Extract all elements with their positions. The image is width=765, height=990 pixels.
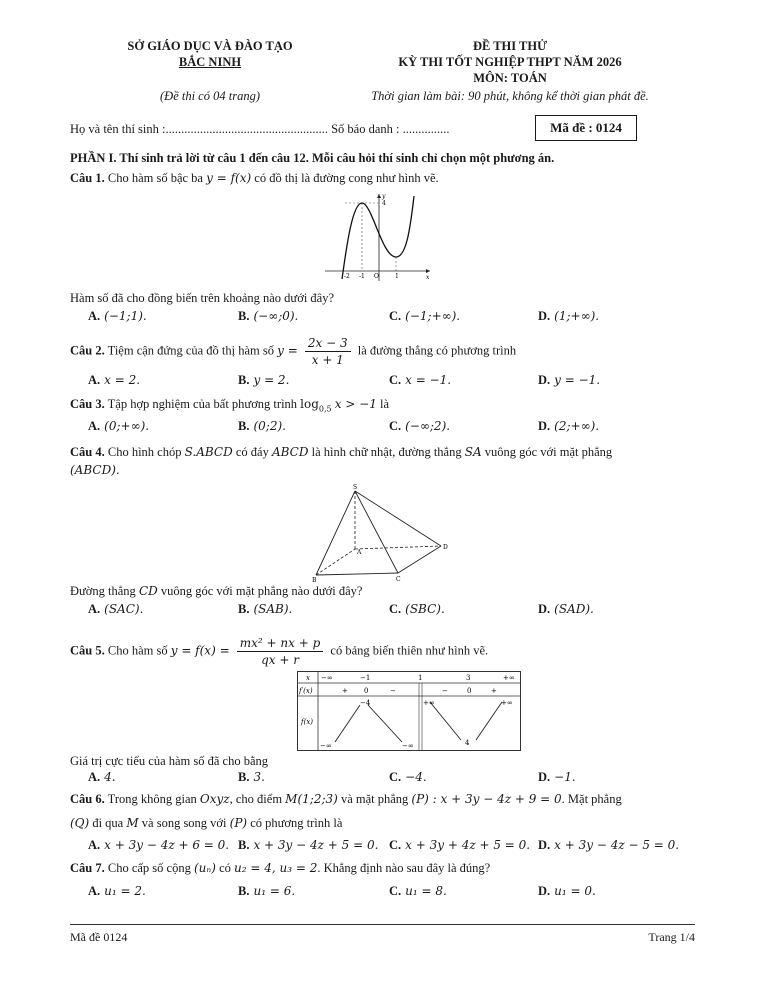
q1-option-d[interactable]: D. (1;+∞). [538, 309, 600, 323]
q3-option-b[interactable]: B. (0;2). [238, 419, 286, 433]
footer-page-number: Trang 1/4 [648, 930, 695, 944]
tick-label-4: 4 [382, 200, 386, 207]
question-1-label: Câu 1. [70, 171, 105, 185]
question-5-label: Câu 5. [70, 643, 105, 658]
question-6-text-5: đi qua [92, 816, 124, 830]
edge-bc [316, 573, 398, 575]
f-pos-infinity: +∞ [501, 699, 513, 707]
row-label-derivative: f′(x) [299, 687, 313, 695]
question-4-text: Cho hình chóp [107, 445, 182, 459]
question-6-text: Trong không gian [107, 792, 197, 806]
exam-subject: MÔN: TOÁN [473, 71, 547, 85]
part-one-heading: PHẦN I. Thí sinh trả lời từ câu 1 đến câu 12. Mỗi câu hỏi thí sinh chỉ chọn một phương án. [70, 151, 555, 165]
vertex-b: B [312, 577, 317, 583]
exam-time: Thời gian làm bài: 90 phút, không kể thời gian phát đề. [371, 89, 649, 103]
sign-6: + [491, 687, 497, 695]
edge-sc [355, 491, 398, 573]
origin-label: O [374, 273, 379, 280]
question-5-lhs: y = f(x) = [170, 643, 230, 658]
question-2-text: Tiệm cận đứng của đồ thị hàm số [107, 343, 275, 358]
question-4-stem [70, 445, 612, 460]
province-name: BẮC NINH [178, 55, 242, 69]
row-label-x: x [306, 674, 310, 682]
question-1-graph [322, 191, 434, 283]
sequence-name: (uₙ) [193, 861, 216, 875]
pyramid-figure [308, 483, 453, 583]
f-max-value: −4 [360, 699, 371, 707]
question-1-function: y = f(x) [206, 171, 252, 185]
question-7-text: Cho cấp số cộng [107, 861, 191, 875]
question-1-stem [70, 171, 439, 186]
question-2-lhs: y = [277, 343, 298, 358]
question-5-stem [70, 636, 488, 667]
question-6-text-7: có phương trình là [250, 816, 343, 830]
question-5-prompt: Giá trị cực tiểu của hàm số đã cho bằng [70, 754, 269, 768]
sign-2: 0 [364, 687, 369, 695]
arrow-down-2 [430, 702, 461, 740]
department-name: SỞ GIÁO DỤC VÀ ĐÀO TẠO [127, 39, 293, 53]
question-1-prompt: Hàm số đã cho đồng biến trên khoảng nào dưới đây? [70, 291, 335, 305]
question-3-stem [70, 397, 389, 414]
variation-table [297, 671, 521, 751]
q3-option-d[interactable]: D. (2;+∞). [538, 419, 600, 433]
x-one: 1 [418, 674, 423, 682]
f-neg-infinity-left: −∞ [320, 742, 332, 750]
log-symbol: log [300, 397, 319, 411]
q4-option-d[interactable]: D. (SAD). [538, 602, 594, 616]
question-3-text-end: là [380, 397, 390, 411]
q7-option-a[interactable]: A. u₁ = 2. [88, 884, 146, 898]
edge-sb [316, 491, 355, 575]
point-m-ref: M [126, 816, 139, 830]
q2-option-d[interactable]: D. y = −1. [538, 373, 601, 387]
question-4-label: Câu 4. [70, 445, 105, 459]
q7-option-b[interactable]: B. u₁ = 6. [238, 884, 296, 898]
line-cd: CD [138, 584, 158, 598]
f-neg-infinity-at-1: −∞ [402, 742, 414, 750]
x-pos-infinity: +∞ [503, 674, 515, 682]
edge-sd [355, 491, 441, 546]
question-4-prompt [70, 584, 362, 599]
question-1-text-end: có đồ thị là đường cong như hình vẽ. [254, 171, 439, 185]
log-base: 0,5 [318, 404, 332, 414]
question-6-text-4: . Mặt phẳng [561, 792, 622, 806]
q5-option-c[interactable]: C. −4. [389, 770, 427, 784]
f-right-of-1: +∞ [423, 699, 435, 707]
question-4-prompt-b: vuông góc với mặt phẳng nào dưới đây? [160, 584, 363, 598]
sign-1: + [342, 687, 348, 695]
tick-label-neg2: -2 [344, 273, 350, 280]
q4-option-b[interactable]: B. (SAB). [238, 602, 293, 616]
question-7-text-3: . Khẳng định nào sau đây là đúng? [317, 861, 491, 875]
q7-option-d[interactable]: D. u₁ = 0. [538, 884, 596, 898]
question-3-label: Câu 3. [70, 397, 105, 411]
footer-exam-code: Mã đề 0124 [70, 930, 128, 944]
cubic-curve [342, 196, 414, 279]
point-m: M(1;2;3) [285, 792, 338, 806]
question-4-text-3: là hình chữ nhật, đường thẳng [311, 445, 462, 459]
q7-option-c[interactable]: C. u₁ = 8. [389, 884, 447, 898]
f-min-value: 4 [465, 739, 470, 747]
sequence-conditions: u₂ = 4, u₃ = 2 [234, 861, 318, 875]
q1-option-a[interactable]: A. (−1;1). [88, 309, 147, 323]
question-5-fraction: $\frac{\text{mx² + nx + p}}{qx + r}$ [237, 636, 324, 667]
q3-option-a[interactable]: A. (0;+∞). [88, 419, 150, 433]
tick-label-1: 1 [395, 273, 399, 280]
vertex-d: D [443, 544, 448, 551]
question-3-text: Tập hợp nghiệm của bất phương trình [107, 397, 298, 411]
tick-label-neg1: -1 [359, 273, 365, 280]
question-4-text-2: có đáy [235, 445, 269, 459]
arrow-down-1 [368, 705, 402, 742]
y-axis-label: y [382, 193, 386, 200]
q6-option-c[interactable]: C. x + 3y + 4z + 5 = 0. [389, 838, 531, 852]
arrow-up-2 [476, 702, 502, 740]
q2-option-a[interactable]: A. x = 2. [88, 373, 141, 387]
plane-p-ref: (P) [229, 816, 248, 830]
vertex-a: A [357, 549, 362, 556]
question-7-text-2: có [219, 861, 231, 875]
line-sa: SA [464, 445, 482, 459]
pyramid-name: S.ABCD [184, 445, 233, 459]
question-4-text-4: vuông góc với mặt phẳng [484, 445, 613, 459]
q6-option-b[interactable]: B. x + 3y − 4z + 5 = 0. [238, 838, 379, 852]
x-neg-infinity: −∞ [321, 674, 333, 682]
q1-option-c[interactable]: C. (−1;+∞). [389, 309, 461, 323]
q1-option-b[interactable]: B. (−∞;0). [238, 309, 299, 323]
question-6-label: Câu 6. [70, 792, 105, 806]
footer-rule [70, 924, 695, 925]
exam-name: KỲ THI TỐT NGHIỆP THPT NĂM 2026 [398, 55, 622, 69]
page-count-note: (Đề thi có 04 trang) [160, 89, 260, 103]
x-neg-one: −1 [360, 674, 371, 682]
exam-code-box: Mã đề : 0124 [535, 115, 637, 141]
sign-3: − [390, 687, 396, 695]
question-6-stem-line2 [70, 816, 342, 831]
question-2-text-end: là đường thẳng có phương trình [357, 343, 517, 358]
question-4-prompt-a: Đường thẳng [70, 584, 136, 598]
question-6-text-2: , cho điểm [229, 792, 283, 806]
question-6-text-3: và mặt phẳng [340, 792, 409, 806]
q4-option-a[interactable]: A. (SAC). [88, 602, 144, 616]
question-4-plane: (ABCD). [70, 463, 120, 477]
question-6-stem [70, 792, 622, 807]
edge-ad [355, 546, 441, 549]
question-1-text: Cho hàm số bậc ba [107, 171, 203, 185]
question-6-text-6: và song song với [141, 816, 227, 830]
q2-option-c[interactable]: C. x = −1. [389, 373, 452, 387]
q6-option-d[interactable]: D. x + 3y − 4z − 5 = 0. [538, 838, 680, 852]
question-7-label: Câu 7. [70, 861, 105, 875]
plane-p: (P) : x + 3y − 4z + 9 = 0 [411, 792, 562, 806]
q3-option-c[interactable]: C. (−∞;2). [389, 419, 451, 433]
question-3-inequality: x > −1 [334, 397, 377, 411]
question-2-stem [70, 336, 516, 367]
sign-4: − [442, 687, 448, 695]
vertex-s: S [353, 484, 358, 491]
plane-q: (Q) [70, 816, 90, 830]
arrow-up-1 [335, 705, 360, 742]
question-2-label: Câu 2. [70, 343, 105, 358]
q2-option-b[interactable]: B. y = 2. [238, 373, 290, 387]
x-three: 3 [466, 674, 471, 682]
q6-option-a[interactable]: A. x + 3y − 4z + 6 = 0. [88, 838, 230, 852]
row-label-function: f(x) [301, 718, 314, 726]
question-5-text-end: có bảng biến thiên như hình vẽ. [330, 643, 489, 658]
vertex-c: C [396, 576, 401, 583]
coordinate-system: Oxyz [199, 792, 230, 806]
question-5-text: Cho hàm số [107, 643, 168, 658]
sign-5: 0 [467, 687, 472, 695]
q5-option-b[interactable]: B. 3. [238, 770, 265, 784]
exam-type: ĐỀ THI THỬ [472, 39, 548, 53]
q5-option-a[interactable]: A. 4. [88, 770, 116, 784]
edge-cd [398, 546, 441, 573]
q5-option-d[interactable]: D. −1. [538, 770, 576, 784]
q4-option-c[interactable]: C. (SBC). [389, 602, 445, 616]
base-name: ABCD [271, 445, 309, 459]
question-7-stem [70, 861, 490, 876]
question-2-fraction: $\frac{2x - 3}{x + 1}$ [305, 336, 351, 367]
x-axis-label: x [426, 274, 430, 281]
student-info-line: Họ và tên thí sinh :.................................................... Số báo danh : ............... [70, 122, 450, 136]
